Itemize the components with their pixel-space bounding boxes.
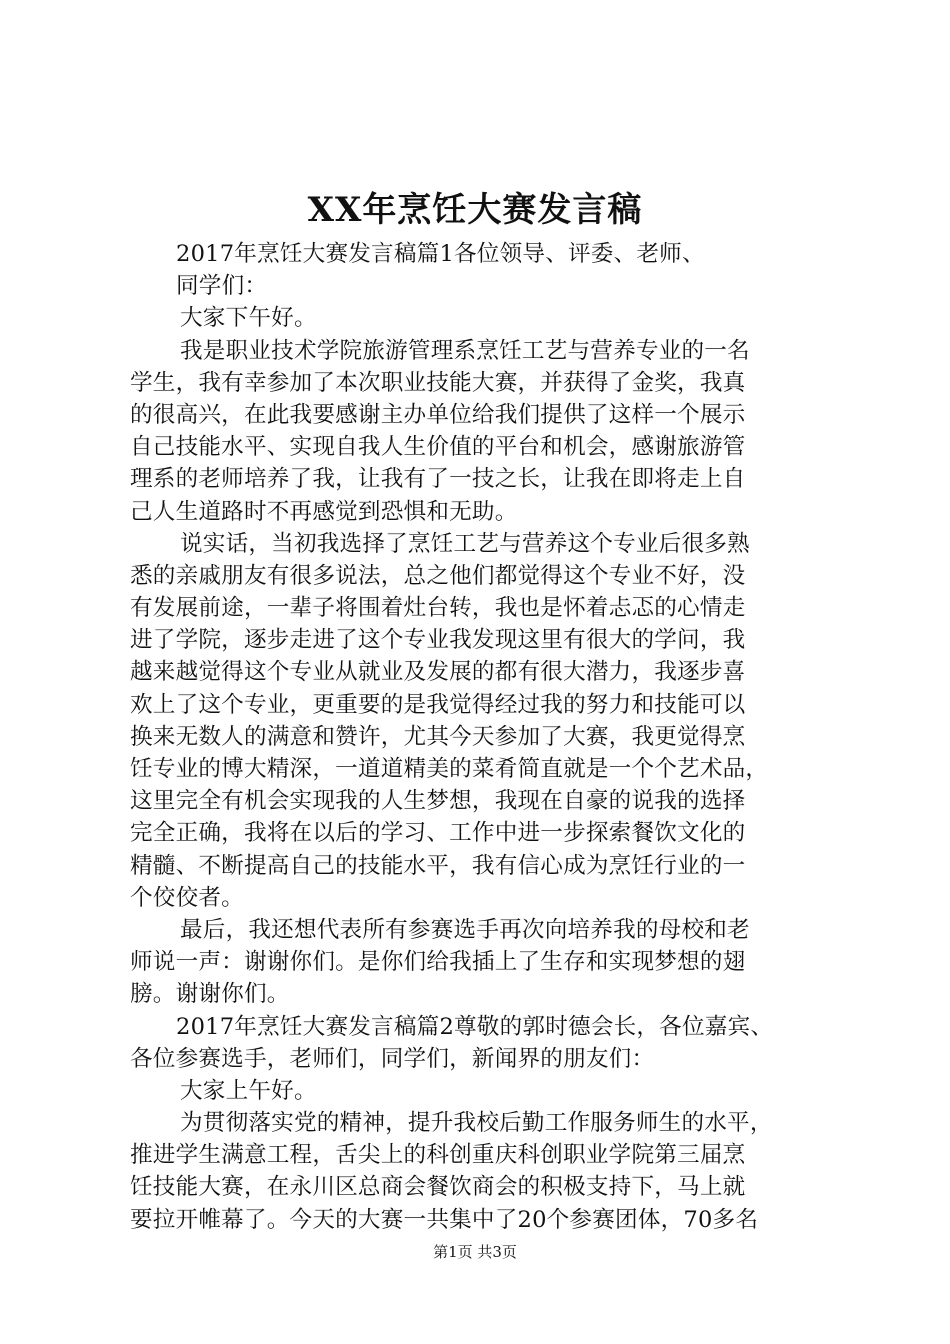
text-line: 自己技能水平、实现自我人生价值的平台和机会，感谢旅游管 xyxy=(130,434,746,461)
text-line: 换来无数人的满意和赞许，尤其今天参加了大赛，我更觉得烹 xyxy=(130,723,746,750)
text-line: 个佼佼者。 xyxy=(130,884,244,911)
text-line: 说实话，当初我选择了烹饪工艺与营养这个专业后很多熟 xyxy=(180,530,750,557)
text-line: 这里完全有机会实现我的人生梦想，我现在自豪的说我的选择 xyxy=(130,788,746,815)
text-line: 的很高兴，在此我要感谢主办单位给我们提供了这样一个展示 xyxy=(130,401,746,428)
text-line: 完全正确，我将在以后的学习、工作中进一步探索餐饮文化的 xyxy=(130,820,746,847)
text-line: 越来越觉得这个专业从就业及发展的都有很大潜力，我逐步喜 xyxy=(130,659,746,686)
text-line: 进了学院，逐步走进了这个专业我发现这里有很大的学问，我 xyxy=(130,627,746,654)
text-line: 2017年烹饪大赛发言稿篇1各位领导、评委、老师、 xyxy=(176,241,705,267)
document-body xyxy=(130,238,830,1236)
text-line: 同学们： xyxy=(176,273,268,300)
text-line: 己人生道路时不再感觉到恐惧和无助。 xyxy=(130,498,518,525)
text-line: 要拉开帷幕了。今天的大赛一共集中了20个参赛团体，70多名 xyxy=(130,1206,759,1233)
text-line: 2017年烹饪大赛发言稿篇2尊敬的郭时德会长，各位嘉宾、 xyxy=(176,1013,774,1040)
text-line: 最后，我还想代表所有参赛选手再次向培养我的母校和老 xyxy=(180,916,750,943)
text-line: 饪技能大赛，在永川区总商会餐饮商会的积极支持下，马上就 xyxy=(130,1174,746,1201)
text-line: 大家下午好。 xyxy=(180,305,317,332)
text-line: 精髓、不断提高自己的技能水平，我有信心成为烹饪行业的一 xyxy=(130,852,746,879)
text-line: 膀。谢谢你们。 xyxy=(130,981,290,1008)
text-line: 饪专业的博大精深，一道道精美的菜肴简直就是一个个艺术品， xyxy=(130,756,769,782)
page-footer: 第1页 共3页 xyxy=(433,1243,517,1261)
text-line: 各位参赛选手，老师们，同学们，新闻界的朋友们： xyxy=(130,1045,655,1072)
text-line: 为贯彻落实党的精神，提升我校后勤工作服务师生的水平， xyxy=(180,1110,773,1137)
document-title: XX年烹饪大赛发言稿 xyxy=(307,190,643,230)
text-line: 欢上了这个专业，更重要的是我觉得经过我的努力和技能可以 xyxy=(130,691,746,718)
text-line: 学生，我有幸参加了本次职业技能大赛，并获得了金奖，我真 xyxy=(130,369,746,396)
text-line: 师说一声：谢谢你们。是你们给我插上了生存和实现梦想的翅 xyxy=(130,949,746,976)
text-line: 理系的老师培养了我，让我有了一技之长，让我在即将走上自 xyxy=(130,466,746,493)
text-line: 悉的亲戚朋友有很多说法，总之他们都觉得这个专业不好，没 xyxy=(130,562,746,589)
text-line: 我是职业技术学院旅游管理系烹饪工艺与营养专业的一名 xyxy=(180,337,750,364)
text-line: 有发展前途，一辈子将围着灶台转，我也是怀着忐忑的心情走 xyxy=(130,595,746,622)
text-line: 推进学生满意工程，舌尖上的科创重庆科创职业学院第三届烹 xyxy=(130,1142,746,1169)
text-line: 大家上午好。 xyxy=(180,1077,317,1104)
